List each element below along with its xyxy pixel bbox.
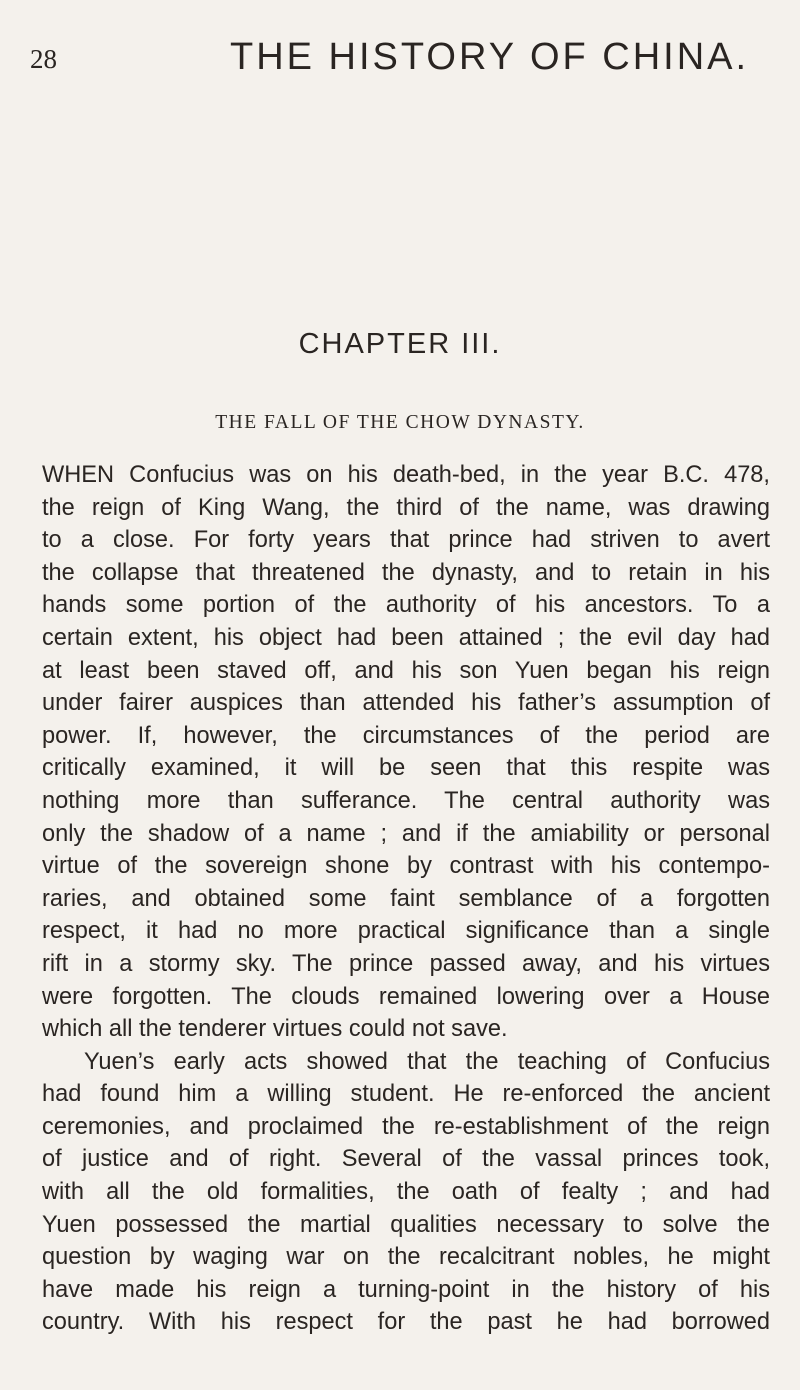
body-text (42, 459, 770, 1339)
text-line: WHEN Confucius was on his death-bed, in the year B.C. 478, (42, 462, 770, 488)
text-line: of justice and of right. Several of the vassal princes took, (42, 1146, 770, 1173)
text-line: under fairer auspices than attended his father’s assumption of (42, 690, 770, 717)
text-line: the reign of King Wang, the third of the name, was drawing (42, 494, 770, 521)
text-line: had found him a willing student. He re-enforced the ancient (42, 1081, 770, 1108)
running-head: THE HISTORY OF CHINA. (230, 36, 750, 78)
page-number: 28 (30, 44, 57, 74)
text-line: only the shadow of a name ; and if the amiability or personal (42, 820, 770, 847)
text-line: nothing more than sufferance. The central authority was (42, 787, 770, 814)
text-line: virtue of the sovereign shone by contrast with his contempo- (42, 853, 770, 880)
text-line: raries, and obtained some faint semblance of a forgotten (42, 885, 770, 912)
text-line: were forgotten. The clouds remained lowering over a House (42, 983, 770, 1010)
text-line: country. With his respect for the past he had borrowed (42, 1309, 770, 1336)
text-line: hands some portion of the authority of his ancestors. To a (42, 592, 770, 619)
text-line: power. If, however, the circumstances of the period are (42, 722, 770, 749)
text-line: certain extent, his object had been attained ; the evil day had (42, 624, 770, 651)
page-header (30, 36, 770, 86)
text-line: the collapse that threatened the dynasty, and to retain in his (42, 559, 770, 586)
text-line: ceremonies, and proclaimed the re-establishment of the reign (42, 1113, 770, 1140)
chapter-title: CHAPTER III. (298, 328, 502, 360)
text-line: Yuen possessed the martial qualities necessary to solve the (42, 1211, 770, 1238)
text-line: respect, it had no more practical significance than a single (42, 918, 770, 945)
text-line: question by waging war on the recalcitrant nobles, he might (42, 1244, 770, 1271)
text-line: with all the old formalities, the oath of fealty ; and had (42, 1179, 770, 1206)
text-line: rift in a stormy sky. The prince passed away, and his virtues (42, 950, 770, 977)
text-line: to a close. For forty years that prince had striven to avert (42, 527, 770, 554)
paragraph-2 (42, 1046, 770, 1339)
chapter-subtitle: THE FALL OF THE CHOW DYNASTY. (215, 412, 585, 433)
text-line: Yuen’s early acts showed that the teaching of Confucius (84, 1048, 770, 1075)
text-line: which all the tenderer virtues could not save. (42, 1016, 508, 1043)
text-line: at least been staved off, and his son Yuen began his reign (42, 657, 770, 684)
paragraph-1 (42, 459, 770, 1046)
text-line: have made his reign a turning-point in the history of his (42, 1276, 770, 1303)
text-line: critically examined, it will be seen that this respite was (42, 755, 770, 782)
